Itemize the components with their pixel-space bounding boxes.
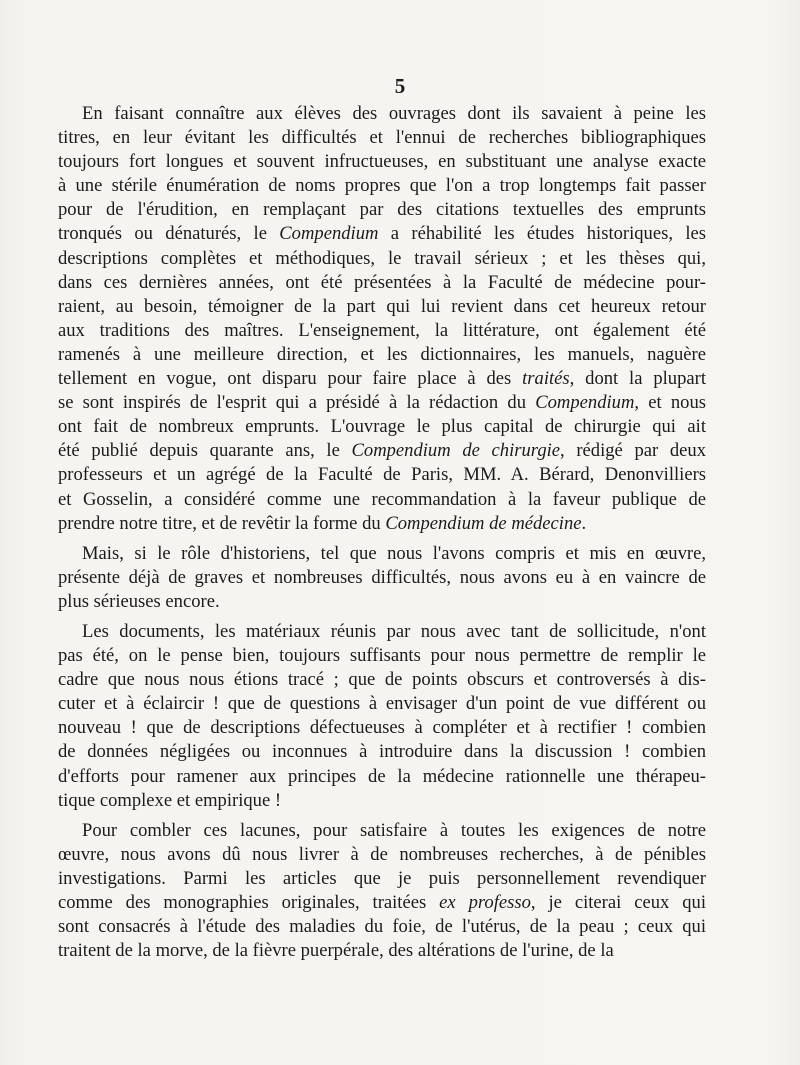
- text-segment: ramenés à une meilleure direction, et les dictionnaires, les manuels, naguère: [58, 343, 706, 365]
- body-text: [58, 102, 706, 969]
- text-segment: nouveau ! que de descriptions défectueuses à compléter et à rectifier ! combien: [58, 717, 706, 739]
- text-line: [58, 765, 706, 789]
- text-segment: , je citerai ceux qui: [530, 892, 707, 913]
- text-line: [58, 439, 706, 463]
- text-segment: .: [581, 512, 587, 534]
- text-segment: pour de l'érudition, en remplaçant par des citations textuelles des emprunts: [58, 199, 706, 221]
- italic-text: traités: [522, 368, 570, 390]
- text-segment: descriptions complètes et méthodiques, le travail sérieux ; et les thèses qui,: [58, 247, 706, 269]
- text-line: [58, 247, 706, 271]
- text-segment: sont consacrés à l'étude des maladies du foie, de l'utérus, de la peau ; ceux qui: [58, 916, 706, 938]
- text-line: [58, 150, 706, 174]
- text-segment: raient, au besoin, témoigner de la part qui lui revient dans cet heureux retour: [58, 295, 706, 317]
- text-segment: a réhabilité les études historiques, les: [378, 223, 706, 245]
- text-segment: Pour combler ces lacunes, pour satisfaire à toutes les exigences de notre: [82, 819, 706, 841]
- text-segment: aux traditions des maîtres. L'enseignement, la littérature, ont également été: [58, 319, 706, 341]
- text-segment: été publié depuis quarante ans, le: [58, 440, 352, 462]
- text-segment: tronqués ou dénaturés, le: [58, 223, 280, 245]
- text-segment: tellement en vogue, ont disparu pour faire place à des: [58, 368, 523, 390]
- text-segment: Mais, si le rôle d'historiens, tel que nous l'avons compris et mis en œuvre,: [82, 542, 706, 564]
- text-segment: , et nous: [634, 392, 706, 414]
- text-line: [58, 271, 706, 295]
- text-line: [58, 644, 706, 668]
- text-line: [58, 542, 706, 566]
- text-line: [58, 891, 706, 915]
- paragraph: [58, 620, 706, 813]
- text-line: [58, 174, 706, 198]
- italic-text: Compendium: [279, 223, 379, 245]
- text-line: [58, 668, 706, 692]
- italic-text: Compendium: [535, 392, 635, 414]
- text-segment: se sont inspirés de l'esprit qui a présidé à la rédaction du: [58, 392, 536, 414]
- text-line: [58, 102, 706, 126]
- text-line: [58, 295, 706, 319]
- text-segment: cuter et à éclaircir ! que de questions à envisager d'un point de vue différent ou: [58, 693, 706, 715]
- text-segment: à une stérile énumération de noms propres que l'on a trop longtemps fait passer: [58, 175, 706, 197]
- text-line: [58, 222, 706, 246]
- italic-text: Compendium de médecine: [385, 512, 582, 534]
- text-segment: dans ces dernières années, ont été présentées à la Faculté de médecine pour-: [58, 271, 706, 293]
- text-line: [58, 867, 706, 891]
- text-line: [58, 463, 706, 487]
- text-line: [58, 343, 706, 367]
- text-segment: prendre notre titre, et de revêtir la forme du: [58, 512, 386, 534]
- text-segment: pas été, on le pense bien, toujours suffisants pour nous permettre de remplir le: [58, 645, 706, 667]
- text-segment: et Gosselin, a considéré comme une recommandation à la faveur publique de: [58, 488, 706, 510]
- text-line: [58, 692, 706, 716]
- text-segment: , dont la plupart: [569, 368, 706, 390]
- text-segment: titres, en leur évitant les difficultés et l'ennui de recherches bibliographiques: [58, 127, 706, 149]
- text-line: [58, 198, 706, 222]
- text-segment: de données négligées ou inconnues à introduire dans la discussion ! combien: [58, 741, 706, 763]
- text-line: [58, 319, 706, 343]
- text-segment: En faisant connaître aux élèves des ouvrages dont ils savaient à peine les: [82, 103, 706, 124]
- paragraph: [58, 102, 706, 536]
- italic-text: Compendium de chirurgie: [351, 440, 561, 462]
- text-line: [58, 620, 706, 644]
- text-segment: présente déjà de graves et nombreuses difficultés, nous avons eu à en vaincre de: [58, 566, 706, 588]
- text-segment: professeurs et un agrégé de la Faculté de Paris, MM. A. Bérard, Denonvilliers: [58, 464, 706, 486]
- text-segment: traitent de la morve, de la fièvre puerpérale, des altérations de l'urine, de la: [58, 940, 614, 962]
- text-segment: comme des monographies originales, traitées: [58, 892, 440, 913]
- text-line: [58, 415, 706, 439]
- paragraph: [58, 542, 706, 614]
- text-line: [58, 819, 706, 843]
- text-segment: toujours fort longues et souvent infructueuses, en substituant une analyse exacte: [58, 151, 706, 173]
- text-line: [58, 716, 706, 740]
- text-line: [58, 126, 706, 150]
- text-segment: Les documents, les matériaux réunis par nous avec tant de sollicitude, n'ont: [82, 620, 706, 642]
- text-segment: investigations. Parmi les articles que je puis personnellement revendiquer: [58, 867, 706, 889]
- text-segment: ont fait de nombreux emprunts. L'ouvrage le plus capital de chirurgie qui ait: [58, 416, 706, 438]
- text-line: [58, 590, 706, 614]
- page-number: 5: [394, 74, 406, 98]
- text-line: [58, 512, 706, 536]
- text-line: [58, 488, 706, 512]
- text-segment: cadre que nous nous étions tracé ; que de points obscurs et controversés à dis-: [58, 669, 706, 691]
- text-line: [58, 740, 706, 764]
- text-line: [58, 939, 706, 963]
- text-line: [58, 843, 706, 867]
- text-line: [58, 367, 706, 391]
- italic-text: ex professo: [439, 892, 531, 913]
- text-line: [58, 391, 706, 415]
- paragraph: [58, 819, 706, 964]
- text-segment: , rédigé par deux: [560, 440, 706, 462]
- text-segment: œuvre, nous avons dû nous livrer à de nombreuses recherches, à de pénibles: [58, 843, 706, 865]
- text-segment: tique complexe et empirique !: [58, 789, 282, 811]
- text-segment: plus sérieuses encore.: [58, 590, 220, 612]
- text-segment: d'efforts pour ramener aux principes de la médecine rationnelle une thérapeu-: [58, 765, 706, 787]
- text-line: [58, 915, 706, 939]
- text-line: [58, 566, 706, 590]
- text-line: [58, 789, 706, 813]
